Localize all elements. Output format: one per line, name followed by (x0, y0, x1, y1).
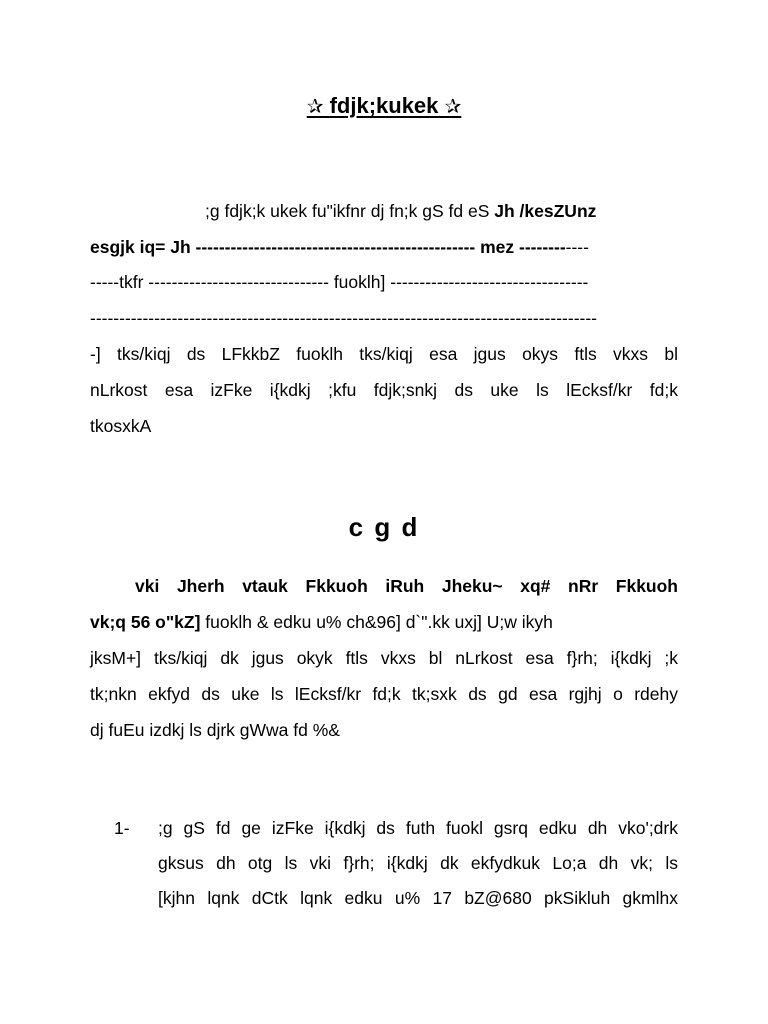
para1-line1-bold: Jh /kesZUnz (494, 201, 597, 221)
para2-line3: jksM+] tks/kiqj dk jgus okyk ftls vkxs bl nLrkost esa f}rh; i{kdkj ;k (90, 648, 678, 668)
item1-number: 1- (114, 818, 130, 838)
star-icon-right: ✰ (444, 96, 462, 118)
item1-line1: ;g gS fd ge izFke i{kdkj ds futh fuokl gsrq edku dh vko';drk (158, 818, 678, 838)
para2-line1: vki Jherh vtauk Fkkuoh iRuh Jheku~ xq# nRr Fkkuoh (135, 576, 678, 596)
para1-line1-text: ;g fdjk;k ukek fu"ikfnr dj fn;k gS fd eS (205, 201, 495, 221)
para1-line2 (90, 237, 589, 257)
para2-line2 (90, 612, 553, 632)
para2-line2-text: fuoklh & edku u% ch&96] d`".kk uxj] U;w ikyh (200, 612, 553, 632)
para1-line2-bold: esgjk iq= Jh ------------------------------------------------ mez -------- (90, 237, 566, 257)
para1-line5: -] tks/kiqj ds LFkkbZ fuoklh tks/kiqj esa jgus okys ftls vkxs bl (90, 344, 678, 364)
item1-line2: gksus dh otg ls vki f}rh; i{kdkj dk ekfydkuk Lo;a dh vk; ls (158, 853, 678, 873)
page-title (0, 93, 768, 119)
para2-line5: dj fuEu izdkj ls djrk gWwa fd %& (90, 720, 340, 740)
star-icon-left: ✰ (306, 96, 324, 118)
para2-line4: tk;nkn ekfyd ds uke ls lEcksf/kr fd;k tk;sxk ds gd esa rgjhj o rdehy (90, 684, 678, 704)
para1-line3: -----tkfr ------------------------------- fuoklh] ---------------------------------- (90, 272, 589, 292)
para1-line4: --------------------------------------------------------------------------------------- (90, 308, 598, 328)
section-heading: c g d (348, 512, 420, 542)
para1-line1 (205, 201, 596, 221)
para1-line2-text: ---- (565, 237, 589, 257)
item1-line3: [kjhn lqnk dCtk lqnk edku u% 17 bZ@680 pkSikluh gkmlhx (158, 888, 678, 908)
para1-line6: nLrkost esa izFke i{kdkj ;kfu fdjk;snkj ds uke ls lEcksf/kr fd;k (90, 380, 678, 400)
title-text: fdjk;kukek (329, 93, 439, 118)
para1-line7: tkosxkA (90, 416, 152, 436)
para2-line2-bold: vk;q 56 o"kZ] (90, 612, 201, 632)
